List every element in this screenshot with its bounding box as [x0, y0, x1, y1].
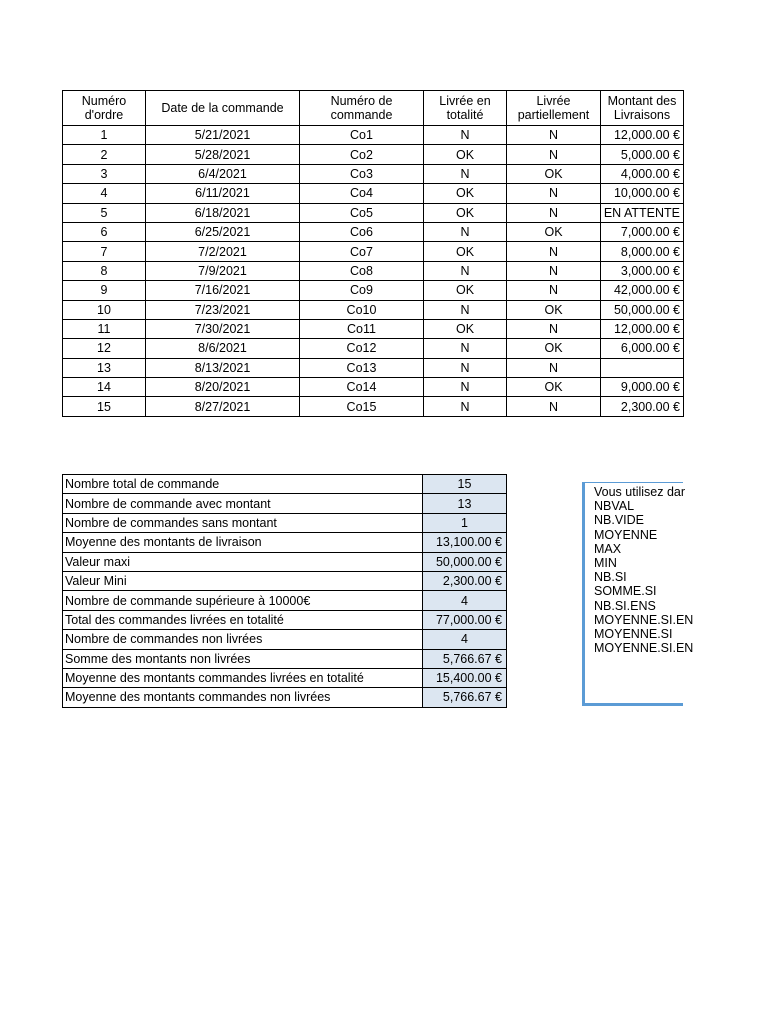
note-line: NB.SI.ENS	[594, 598, 656, 613]
table-row	[63, 126, 684, 145]
table-cell[interactable]: OK	[424, 145, 507, 164]
stats-row	[63, 494, 507, 513]
note-line: NB.VIDE	[594, 513, 645, 528]
table-row	[63, 222, 684, 241]
stats-row	[63, 649, 507, 668]
table-cell[interactable]: 4,000.00 €	[601, 164, 684, 183]
stats-row	[63, 513, 507, 532]
table-row	[63, 358, 684, 377]
table-cell[interactable]: 8/6/2021	[146, 339, 300, 358]
table-cell[interactable]: 2,300.00 €	[601, 397, 684, 416]
table-cell[interactable]: OK	[507, 222, 601, 241]
table-cell[interactable]: N	[424, 222, 507, 241]
stats-row	[63, 475, 507, 494]
table-cell[interactable]: N	[507, 126, 601, 145]
header-cell[interactable]: Date de la commande	[146, 91, 300, 126]
stats-value[interactable]: 15	[423, 475, 507, 494]
table-cell[interactable]: Co7	[300, 242, 424, 261]
table-cell[interactable]: Co12	[300, 339, 424, 358]
stats-row	[63, 571, 507, 590]
table-cell[interactable]: Co8	[300, 261, 424, 280]
stats-value[interactable]: 15,400.00 €	[423, 668, 507, 687]
stats-label[interactable]: Moyenne des montants commandes livrées en totalité	[63, 668, 423, 687]
table-cell[interactable]: OK	[424, 203, 507, 222]
table-cell[interactable]: N	[507, 242, 601, 261]
stats-label[interactable]: Nombre de commande supérieure à 10000€	[63, 591, 423, 610]
table-cell[interactable]: 7/23/2021	[146, 300, 300, 319]
stats-label[interactable]: Nombre de commandes sans montant	[63, 513, 423, 532]
table-cell[interactable]: 11	[63, 319, 146, 338]
table-cell[interactable]: 2	[63, 145, 146, 164]
table-cell[interactable]: N	[507, 358, 601, 377]
table-cell[interactable]: N	[424, 261, 507, 280]
table-cell[interactable]: 5	[63, 203, 146, 222]
stats-value[interactable]: 4	[423, 630, 507, 649]
table-cell[interactable]: OK	[507, 300, 601, 319]
table-cell[interactable]: N	[507, 145, 601, 164]
table-row	[63, 164, 684, 183]
note-line: NB.SI	[594, 570, 627, 585]
table-row	[63, 242, 684, 261]
table-cell[interactable]: Co9	[300, 281, 424, 300]
table-cell[interactable]: N	[424, 300, 507, 319]
table-cell[interactable]: 42,000.00 €	[601, 281, 684, 300]
table-cell[interactable]: Co15	[300, 397, 424, 416]
table-cell[interactable]: 8/20/2021	[146, 378, 300, 397]
stats-value[interactable]: 4	[423, 591, 507, 610]
table-row	[63, 319, 684, 338]
stats-row	[63, 688, 507, 707]
header-cell[interactable]: Montant des Livraisons	[601, 91, 684, 126]
table-cell[interactable]: 7/2/2021	[146, 242, 300, 261]
stats-row	[63, 591, 507, 610]
table-cell[interactable]: OK	[507, 339, 601, 358]
table-cell[interactable]: 7/16/2021	[146, 281, 300, 300]
table-cell[interactable]: N	[424, 397, 507, 416]
table-cell[interactable]: Co11	[300, 319, 424, 338]
note-line: NBVAL	[594, 499, 635, 514]
table-row	[63, 339, 684, 358]
orders-table	[62, 90, 684, 417]
table-cell[interactable]: 12,000.00 €	[601, 126, 684, 145]
stats-row	[63, 533, 507, 552]
table-cell[interactable]: N	[507, 281, 601, 300]
header-cell[interactable]: Numéro d'ordre	[63, 91, 146, 126]
table-cell[interactable]: 8/13/2021	[146, 358, 300, 377]
stats-label[interactable]: Valeur maxi	[63, 552, 423, 571]
table-cell[interactable]: 13	[63, 358, 146, 377]
stats-label[interactable]: Total des commandes livrées en totalité	[63, 610, 423, 629]
table-cell[interactable]: 10	[63, 300, 146, 319]
table-cell[interactable]: N	[424, 126, 507, 145]
table-cell[interactable]: Co1	[300, 126, 424, 145]
table-cell[interactable]: N	[507, 319, 601, 338]
stats-row	[63, 668, 507, 687]
note-line: SOMME.SI	[594, 584, 657, 599]
table-cell[interactable]: Co10	[300, 300, 424, 319]
stats-value[interactable]: 1	[423, 513, 507, 532]
stats-label[interactable]: Nombre de commandes non livrées	[63, 630, 423, 649]
table-row	[63, 261, 684, 280]
table-cell[interactable]: Co5	[300, 203, 424, 222]
stats-label[interactable]: Somme des montants non livrées	[63, 649, 423, 668]
table-row	[63, 184, 684, 203]
table-cell[interactable]: Co3	[300, 164, 424, 183]
table-cell[interactable]: N	[507, 184, 601, 203]
table-cell[interactable]: 9,000.00 €	[601, 378, 684, 397]
formula-notes-box[interactable]	[582, 482, 694, 706]
stats-table	[62, 474, 507, 708]
table-row	[63, 378, 684, 397]
table-cell[interactable]: 7/9/2021	[146, 261, 300, 280]
stats-row	[63, 610, 507, 629]
table-cell[interactable]: OK	[424, 319, 507, 338]
table-cell[interactable]: 4	[63, 184, 146, 203]
table-cell[interactable]: 7,000.00 €	[601, 222, 684, 241]
stats-row	[63, 630, 507, 649]
table-cell[interactable]: OK	[507, 378, 601, 397]
table-cell[interactable]: EN ATTENTE	[601, 203, 684, 222]
table-cell[interactable]: N	[507, 397, 601, 416]
table-cell[interactable]: 7/30/2021	[146, 319, 300, 338]
note-line: MAX	[594, 541, 622, 556]
table-cell[interactable]: Co2	[300, 145, 424, 164]
table-cell[interactable]: OK	[424, 281, 507, 300]
stats-label[interactable]: Moyenne des montants de livraison	[63, 533, 423, 552]
stats-value[interactable]: 2,300.00 €	[423, 571, 507, 590]
table-cell[interactable]: N	[424, 358, 507, 377]
header-cell[interactable]: Livrée partiellement	[507, 91, 601, 126]
note-line: Vous utilisez dar	[594, 485, 686, 499]
table-cell[interactable]: 10,000.00 €	[601, 184, 684, 203]
table-cell[interactable]: 6/11/2021	[146, 184, 300, 203]
note-line: MOYENNE.SI.EN	[594, 612, 694, 627]
stats-value[interactable]: 5,766.67 €	[423, 688, 507, 707]
header-cell[interactable]: Livrée en totalité	[424, 91, 507, 126]
table-cell[interactable]: Co13	[300, 358, 424, 377]
table-row	[63, 145, 684, 164]
table-cell[interactable]: 8/27/2021	[146, 397, 300, 416]
table-cell[interactable]: 14	[63, 378, 146, 397]
table-cell[interactable]: 6,000.00 €	[601, 339, 684, 358]
table-cell[interactable]: 3	[63, 164, 146, 183]
header-cell[interactable]: Numéro de commande	[300, 91, 424, 126]
stats-row	[63, 552, 507, 571]
table-cell[interactable]: N	[424, 339, 507, 358]
stats-value[interactable]: 50,000.00 €	[423, 552, 507, 571]
table-cell[interactable]: 6/25/2021	[146, 222, 300, 241]
table-cell[interactable]: 50,000.00 €	[601, 300, 684, 319]
table-cell[interactable]: 5/28/2021	[146, 145, 300, 164]
table-cell[interactable]: 5/21/2021	[146, 126, 300, 145]
table-row	[63, 281, 684, 300]
table-cell[interactable]: 9	[63, 281, 146, 300]
table-cell[interactable]: 6	[63, 222, 146, 241]
orders-header-row	[63, 91, 684, 126]
table-cell[interactable]: 3,000.00 €	[601, 261, 684, 280]
stats-label[interactable]: Valeur Mini	[63, 571, 423, 590]
table-cell[interactable]: Co14	[300, 378, 424, 397]
table-cell[interactable]: OK	[424, 242, 507, 261]
table-cell[interactable]: 12,000.00 €	[601, 319, 684, 338]
table-cell[interactable]: Co4	[300, 184, 424, 203]
table-cell[interactable]: 6/18/2021	[146, 203, 300, 222]
stats-value[interactable]: 5,766.67 €	[423, 649, 507, 668]
table-cell[interactable]: 5,000.00 €	[601, 145, 684, 164]
table-row	[63, 203, 684, 222]
table-cell[interactable]: 12	[63, 339, 146, 358]
table-cell[interactable]: OK	[424, 184, 507, 203]
table-cell[interactable]: 8,000.00 €	[601, 242, 684, 261]
stats-value[interactable]: 13,100.00 €	[423, 533, 507, 552]
table-cell[interactable]	[601, 358, 684, 377]
stats-value[interactable]: 77,000.00 €	[423, 610, 507, 629]
stats-label[interactable]: Nombre de commande avec montant	[63, 494, 423, 513]
table-cell[interactable]: 7	[63, 242, 146, 261]
table-cell[interactable]: 6/4/2021	[146, 164, 300, 183]
table-cell[interactable]: 8	[63, 261, 146, 280]
table-cell[interactable]: N	[424, 164, 507, 183]
stats-value[interactable]: 13	[423, 494, 507, 513]
note-line: MOYENNE	[594, 527, 658, 542]
stats-label[interactable]: Moyenne des montants commandes non livrées	[63, 688, 423, 707]
table-cell[interactable]: N	[424, 378, 507, 397]
table-cell[interactable]: N	[507, 261, 601, 280]
note-line: MOYENNE.SI.EN	[594, 641, 694, 656]
table-cell[interactable]: 1	[63, 126, 146, 145]
table-row	[63, 300, 684, 319]
table-cell[interactable]: Co6	[300, 222, 424, 241]
table-cell[interactable]: 15	[63, 397, 146, 416]
table-cell[interactable]: OK	[507, 164, 601, 183]
table-row	[63, 397, 684, 416]
stats-label[interactable]: Nombre total de commande	[63, 475, 423, 494]
note-line: MIN	[594, 556, 617, 571]
table-cell[interactable]: N	[507, 203, 601, 222]
note-line: MOYENNE.SI	[594, 627, 673, 642]
